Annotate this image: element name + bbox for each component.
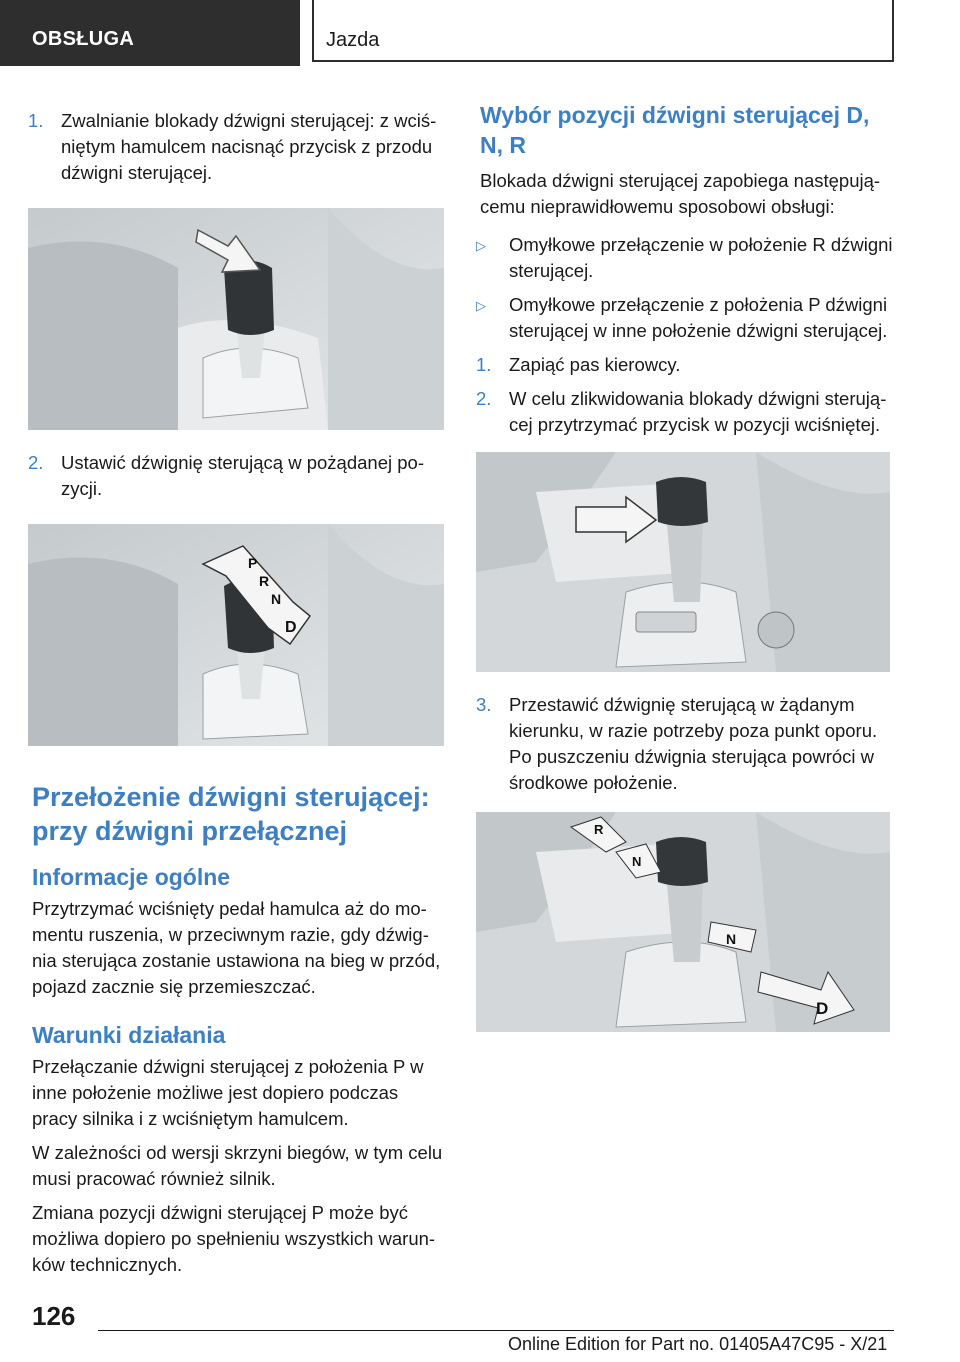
header-section-title: OBSŁUGA [32, 28, 135, 50]
left-step-2 [28, 450, 444, 502]
figure-gear-lever-button [28, 208, 444, 430]
right-step-2 [476, 386, 896, 438]
header-chapter-box [312, 0, 894, 62]
fig-label-r: R [259, 573, 270, 589]
figure-gear-lever-positions [28, 524, 444, 746]
section-title: Przełożenie dźwigni sterującej: przy dźwigni przełącznej [32, 782, 430, 846]
fig-label-p: P [248, 555, 258, 571]
page-number: 126 [32, 1301, 76, 1331]
general-info-heading: Informacje ogólne [32, 864, 231, 890]
footer-divider [98, 1330, 894, 1331]
step-number: 1. [28, 110, 44, 131]
fig-label-d: D [285, 619, 297, 636]
figure-lever-unlock-button [476, 452, 890, 672]
fig-label-n-lower: N [726, 931, 737, 947]
step-text: Ustawić dźwignię sterującą w pożądanej pozycji. [61, 452, 425, 499]
figure-lever-drn-directions [476, 812, 890, 1032]
step-number: 1. [476, 354, 492, 375]
fig-label-r: R [594, 822, 604, 837]
step-number: 3. [476, 694, 492, 715]
fig-label-n: N [271, 591, 282, 607]
right-step-3 [476, 692, 896, 796]
conditions-paragraph-2: W zależności od wersji skrzyni biegów, w tym celu musi pracować również silnik. [32, 1142, 443, 1189]
triangle-bullet-icon: ▷ [476, 298, 486, 313]
bullet-text: Omyłkowe przełączenie w położenie R dźwigni sterującej. [509, 234, 893, 281]
step-number: 2. [476, 388, 492, 409]
step-text: Zapiąć pas kierowcy. [509, 354, 681, 375]
right-column [476, 100, 896, 1052]
footer-edition: Online Edition for Part no. 01405A47C95 - X/21 [508, 1334, 888, 1354]
selection-intro: Blokada dźwigni sterującej zapobiega następującemu nieprawidłowemu sposobowi obsługi: [480, 170, 881, 217]
step-number: 2. [28, 452, 44, 473]
step-text: W celu zlikwidowania blokady dźwigni sterującej przytrzymać przycisk w pozycji wciśniętej. [509, 388, 887, 435]
conditions-paragraph-1: Przełączanie dźwigni sterującej z położenia P w inne położenie możliwe jest dopiero podczas pracy silnika i z wciśniętym hamulcem. [32, 1056, 424, 1129]
triangle-bullet-icon: ▷ [476, 238, 486, 253]
fig-label-d: D [816, 999, 829, 1018]
step-text: Przestawić dźwignię sterującą w żądanym kierunku, w razie potrzeby poza punkt oporu. Po puszczeniu dźwignia sterująca powróci w środkowe położenie. [509, 694, 878, 793]
conditions-paragraph-3: Zmiana pozycji dźwigni sterującej P może być możliwa dopiero po spełnieniu wszystkich warunków technicznych. [32, 1202, 436, 1275]
selection-heading: Wybór pozycji dźwigni sterującej D, N, R [480, 102, 870, 158]
fig-label-n-upper: N [632, 854, 642, 869]
bullet-text: Omyłkowe przełączenie z położenia P dźwigni sterującej w inne położenie dźwigni sterującej. [509, 294, 888, 341]
left-step-1 [28, 108, 444, 186]
left-column [28, 108, 444, 1286]
general-info-text: Przytrzymać wciśnięty pedał hamulca aż do momentu ruszenia, w przeciwnym razie, gdy dźwignia sterująca zostanie ustawiona na bieg w przód, pojazd zacznie się przemieszczać. [32, 898, 441, 997]
right-step-1 [476, 352, 896, 378]
header-chapter-title: Jazda [326, 29, 380, 51]
bullet-item [476, 232, 896, 284]
conditions-heading: Warunki działania [32, 1022, 226, 1048]
step-text: Zwalnianie blokady dźwigni sterującej: z wciśniętym hamulcem nacisnąć przycisk z przodu dźwigni sterującej. [61, 110, 437, 183]
bullet-item [476, 292, 896, 344]
